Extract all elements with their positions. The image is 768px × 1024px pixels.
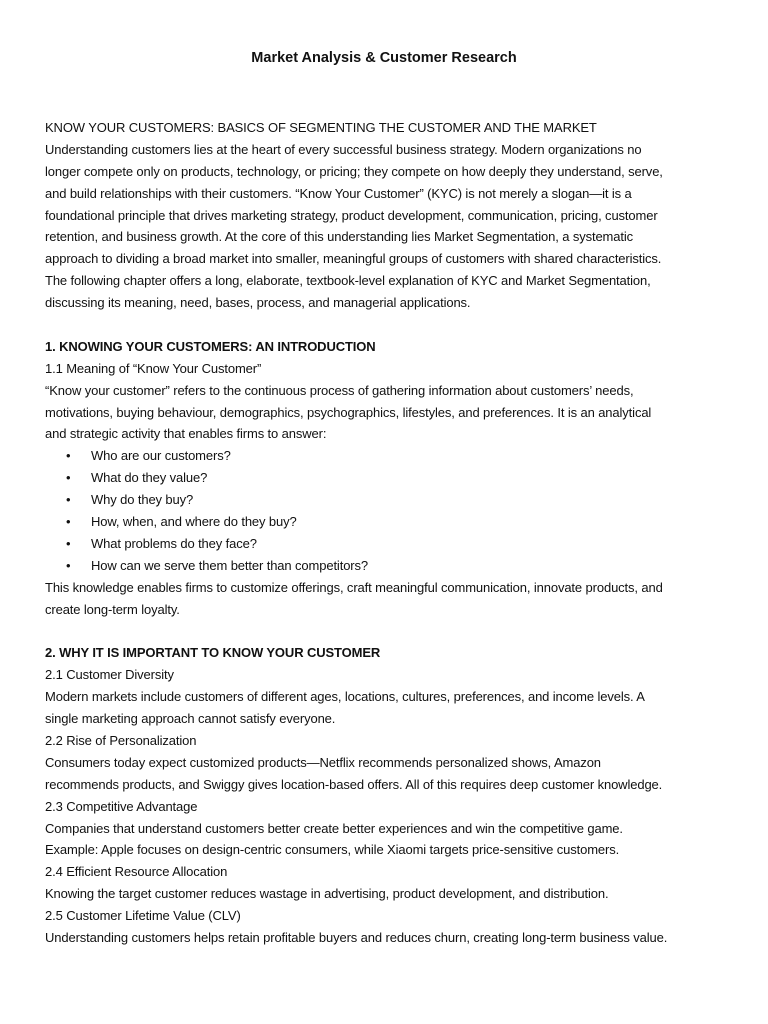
text-line: This knowledge enables firms to customize offerings, craft meaningful communication, innovate products, and — [45, 579, 663, 595]
bullet-item — [45, 467, 745, 489]
bullet-text: What problems do they face? — [91, 535, 257, 551]
text-line: 2.1 Customer Diversity — [45, 667, 174, 683]
document-title: Market Analysis & Customer Research — [251, 50, 517, 66]
text-line: retention, and business growth. At the core of this understanding lies Market Segmentation, a systematic — [45, 229, 634, 245]
text-line: Consumers today expect customized products—Netflix recommends personalized shows, Amazon — [45, 754, 601, 770]
bullet-text: How, when, and where do they buy? — [91, 514, 297, 530]
text-line: discussing its meaning, need, bases, process, and managerial applications. — [45, 295, 471, 311]
text-line: Modern markets include customers of different ages, locations, cultures, preferences, and income levels. A — [45, 689, 645, 705]
text-line: Understanding customers lies at the heart of every successful business strategy. Modern organizations no — [45, 141, 642, 157]
text-line: approach to dividing a broad market into smaller, meaningful groups of customers with shared characteristics. — [45, 251, 662, 267]
blank-line — [45, 620, 745, 642]
text-line: 1.1 Meaning of “Know Your Customer” — [45, 360, 262, 376]
text-line: foundational principle that drives marketing strategy, product development, communication, pricing, customer — [45, 207, 658, 223]
section-heading: 2. WHY IT IS IMPORTANT TO KNOW YOUR CUSTOMER — [45, 645, 381, 661]
text-line: The following chapter offers a long, elaborate, textbook-level explanation of KYC and Market Segmentation, — [45, 273, 651, 289]
text-line: 2.3 Competitive Advantage — [45, 798, 198, 814]
bullet-item — [45, 511, 745, 533]
bullet-item — [45, 489, 745, 511]
text-line: and build relationships with their customers. “Know Your Customer” (KYC) is not merely a slogan—it is a — [45, 185, 632, 201]
text-line: single marketing approach cannot satisfy everyone. — [45, 711, 336, 727]
bullet-item — [45, 445, 745, 467]
bullet-icon: • — [66, 557, 71, 573]
section-heading: 1. KNOWING YOUR CUSTOMERS: AN INTRODUCTION — [45, 338, 376, 354]
text-line: Knowing the target customer reduces wastage in advertising, product development, and distribution. — [45, 886, 609, 902]
text-line: create long-term loyalty. — [45, 601, 180, 617]
bullet-text: How can we serve them better than competitors? — [91, 557, 369, 573]
text-line: motivations, buying behaviour, demographics, psychographics, lifestyles, and preferences. It is an analytical — [45, 404, 652, 420]
blank-line — [45, 314, 745, 336]
text-line: recommends products, and Swiggy gives location-based offers. All of this requires deep customer knowledge. — [45, 776, 663, 792]
bullet-item — [45, 555, 745, 577]
text-line: “Know your customer” refers to the continuous process of gathering information about customers’ needs, — [45, 382, 634, 398]
text-line: and strategic activity that enables firms to answer: — [45, 426, 327, 442]
document-body — [45, 117, 745, 949]
text-line: 2.5 Customer Lifetime Value (CLV) — [45, 908, 241, 924]
bullet-icon: • — [66, 514, 71, 530]
text-line: KNOW YOUR CUSTOMERS: BASICS OF SEGMENTING THE CUSTOMER AND THE MARKET — [45, 120, 597, 135]
bullet-icon: • — [66, 448, 71, 464]
text-line: Understanding customers helps retain profitable buyers and reduces churn, creating long-term business value. — [45, 929, 668, 945]
bullet-text: Why do they buy? — [91, 492, 194, 508]
text-line: longer compete only on products, technology, or pricing; they compete on how deeply they understand, serve, — [45, 163, 663, 179]
bullet-icon: • — [66, 535, 71, 551]
text-line: 2.2 Rise of Personalization — [45, 732, 197, 748]
bullet-text: What do they value? — [91, 470, 208, 486]
bullet-icon: • — [66, 492, 71, 508]
bullet-icon: • — [66, 470, 71, 486]
bullet-text: Who are our customers? — [91, 448, 231, 464]
text-line: Example: Apple focuses on design-centric consumers, while Xiaomi targets price-sensitive customers. — [45, 842, 620, 858]
text-line: Companies that understand customers better create better experiences and win the competitive game. — [45, 820, 623, 836]
text-line: 2.4 Efficient Resource Allocation — [45, 864, 228, 880]
bullet-item — [45, 533, 745, 555]
